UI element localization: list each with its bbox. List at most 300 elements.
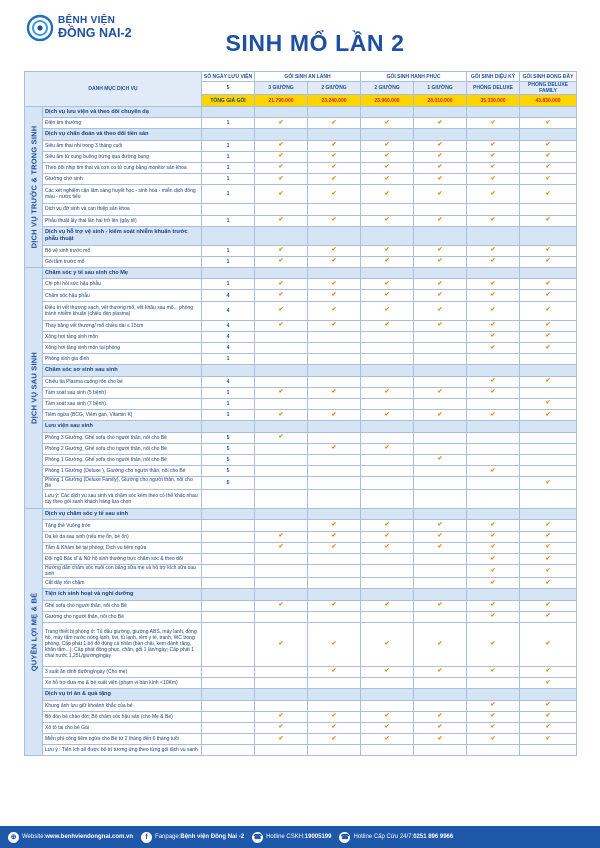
check-icon: ✔ — [437, 668, 443, 675]
service-label: Điện tim thường — [43, 118, 202, 129]
check-icon: ✔ — [545, 533, 551, 540]
package-cell — [467, 666, 520, 677]
quantity-cell: 5 — [202, 477, 255, 490]
check-icon: ✔ — [331, 119, 337, 126]
check-icon: ✔ — [278, 434, 284, 440]
package-cell — [361, 466, 414, 477]
check-icon: ✔ — [545, 400, 551, 407]
package-price: 28.010.000 — [414, 95, 467, 107]
service-label: Phòng 1 Giường (Deluxe Family), Giường cho người thân, nôi cho Bé — [43, 477, 202, 490]
package-cell — [308, 432, 361, 443]
section-header-row — [25, 107, 577, 118]
package-cell — [255, 689, 308, 700]
package-cell — [467, 268, 520, 279]
service-row — [25, 700, 577, 711]
package-cell — [467, 600, 520, 611]
quantity-cell: 1 — [202, 354, 255, 365]
package-cell — [255, 320, 308, 331]
package-cell — [308, 215, 361, 226]
package-cell — [255, 542, 308, 553]
check-icon: ✔ — [278, 175, 284, 182]
check-icon: ✔ — [490, 307, 496, 314]
service-row — [25, 531, 577, 542]
service-row — [25, 151, 577, 162]
bed-header: 2 GIƯỜNG — [361, 82, 414, 95]
package-cell — [467, 565, 520, 578]
package-cell — [308, 622, 361, 666]
footer-website-value: www.benhviendongnai.com.vn — [45, 834, 134, 840]
service-label: Theo dõi nhịp tim thai và cơn co tử cung bằng monitor sản khoa — [43, 162, 202, 173]
package-cell — [361, 678, 414, 689]
category-label: QUYỀN LỢI MẸ & BÉ — [29, 593, 38, 672]
package-cell — [414, 689, 467, 700]
package-cell — [520, 542, 577, 553]
service-row — [25, 722, 577, 733]
package-cell — [520, 107, 577, 118]
package-cell — [414, 678, 467, 689]
check-icon: ✔ — [490, 333, 496, 340]
section-title: Lưu viện sau sinh — [43, 421, 202, 432]
footer-bar — [0, 826, 600, 848]
package-cell — [361, 509, 414, 520]
package-cell — [255, 365, 308, 376]
package-cell — [414, 185, 467, 204]
check-icon: ✔ — [331, 164, 337, 171]
service-label: Xông hơi tầng sinh môn tại phòng — [43, 343, 202, 354]
service-label: Miễn phí công tiêm ngừa cho Bé từ 2 tháng đến 6 tháng tuổi — [43, 734, 202, 745]
package-cell — [361, 722, 414, 733]
service-label: Thay băng vết thương/ mổ chiều dài ≤ 15cm — [43, 320, 202, 331]
check-icon: ✔ — [490, 555, 496, 562]
check-icon: ✔ — [331, 190, 337, 197]
service-row — [25, 542, 577, 553]
service-table — [24, 71, 577, 756]
package-cell — [520, 589, 577, 600]
facebook-icon: f — [141, 832, 152, 843]
check-icon: ✔ — [545, 521, 551, 528]
check-icon: ✔ — [278, 247, 284, 254]
bed-header: PHÒNG DELUXE — [467, 82, 520, 95]
package-cell — [255, 600, 308, 611]
check-icon: ✔ — [278, 533, 284, 540]
footer-fanpage-label: Fanpage: — [155, 834, 181, 840]
package-cell — [361, 443, 414, 454]
check-icon: ✔ — [384, 533, 390, 540]
package-cell — [361, 542, 414, 553]
package-cell — [361, 622, 414, 666]
quantity-cell — [202, 589, 255, 600]
check-icon: ✔ — [490, 164, 496, 171]
quantity-cell — [202, 509, 255, 520]
package-cell — [361, 700, 414, 711]
check-icon: ✔ — [331, 668, 337, 675]
quantity-cell: 5 — [202, 432, 255, 443]
package-cell — [520, 410, 577, 421]
package-cell — [414, 509, 467, 520]
check-icon: ✔ — [545, 153, 551, 160]
service-label: Phòng 2 Giường, Ghế sofa cho người thân, nôi cho Bé — [43, 443, 202, 454]
check-icon: ✔ — [545, 555, 551, 562]
check-icon: ✔ — [331, 291, 337, 298]
section-header-row — [25, 589, 577, 600]
service-label: Bộ đón bé chào đời; Bộ chăm sóc hậu sản (cho Mẹ & Bé) — [43, 711, 202, 722]
package-cell — [255, 204, 308, 215]
package-cell — [255, 151, 308, 162]
quantity-cell: 1 — [202, 118, 255, 129]
package-cell — [414, 490, 467, 509]
bed-header: 2 GIƯỜNG — [308, 82, 361, 95]
package-cell — [414, 611, 467, 622]
package-cell — [308, 454, 361, 465]
service-row — [25, 554, 577, 565]
package-cell — [308, 565, 361, 578]
package-cell — [414, 301, 467, 320]
package-cell — [361, 204, 414, 215]
package-cell — [255, 666, 308, 677]
service-row — [25, 622, 577, 666]
section-header-row — [25, 226, 577, 245]
check-icon: ✔ — [490, 389, 496, 396]
package-cell — [361, 118, 414, 129]
check-icon: ✔ — [545, 613, 551, 620]
quantity-cell: 4 — [202, 343, 255, 354]
service-row — [25, 711, 577, 722]
footer-fanpage[interactable] — [141, 832, 244, 843]
total-price-label: TỔNG GIÁ GÓI — [202, 95, 255, 107]
check-icon: ✔ — [384, 258, 390, 265]
package-cell — [361, 421, 414, 432]
package-cell — [308, 578, 361, 589]
package-cell — [255, 443, 308, 454]
package-cell — [308, 245, 361, 256]
check-icon: ✔ — [437, 602, 443, 609]
section-header-row — [25, 365, 577, 376]
package-cell — [361, 578, 414, 589]
package-cell — [467, 466, 520, 477]
package-cell — [361, 279, 414, 290]
check-icon: ✔ — [331, 142, 337, 149]
package-cell — [520, 490, 577, 509]
service-label: Phòng sinh gia đình — [43, 354, 202, 365]
package-cell — [520, 622, 577, 666]
package-cell — [467, 354, 520, 365]
package-cell — [467, 443, 520, 454]
service-row — [25, 578, 577, 589]
check-icon: ✔ — [331, 445, 337, 452]
package-cell — [308, 700, 361, 711]
service-label: Các xét nghiệm cận lâm sàng huyết học - sinh hóa - miễn dịch đông máu - nước tiểu — [43, 185, 202, 204]
check-icon: ✔ — [490, 153, 496, 160]
package-cell — [255, 520, 308, 531]
package-cell — [467, 162, 520, 173]
package-cell — [414, 245, 467, 256]
package-cell — [255, 421, 308, 432]
package-price: 23.240.000 — [308, 95, 361, 107]
check-icon: ✔ — [331, 640, 337, 647]
hospital-logo-icon — [26, 14, 54, 42]
check-icon: ✔ — [437, 533, 443, 540]
package-cell — [414, 722, 467, 733]
service-label: Xông hơi tầng sinh môn — [43, 331, 202, 342]
package-cell — [467, 531, 520, 542]
package-cell — [308, 589, 361, 600]
package-cell — [255, 531, 308, 542]
package-cell — [361, 245, 414, 256]
check-icon: ✔ — [490, 533, 496, 540]
package-cell — [361, 185, 414, 204]
quantity-cell: 5 — [202, 443, 255, 454]
package-cell — [467, 509, 520, 520]
check-icon: ✔ — [437, 142, 443, 149]
check-icon: ✔ — [545, 544, 551, 551]
quantity-cell: 1 — [202, 279, 255, 290]
service-label: Giường chờ sinh — [43, 174, 202, 185]
footer-hotline[interactable] — [252, 832, 331, 843]
service-row — [25, 410, 577, 421]
check-icon: ✔ — [384, 190, 390, 197]
service-label: Tiêm ngừa (BCG, Viêm gan, Vitamin K) — [43, 410, 202, 421]
package-cell — [361, 490, 414, 509]
package-cell — [520, 443, 577, 454]
package-cell — [520, 256, 577, 267]
package-cell — [308, 204, 361, 215]
package-cell — [308, 140, 361, 151]
package-cell — [308, 600, 361, 611]
check-icon: ✔ — [490, 175, 496, 182]
package-cell — [255, 140, 308, 151]
package-cell — [520, 477, 577, 490]
package-cell — [361, 331, 414, 342]
package-cell — [467, 432, 520, 443]
check-icon: ✔ — [490, 724, 496, 731]
logo-line-1: BỆNH VIỆN — [58, 15, 116, 27]
package-cell — [308, 722, 361, 733]
check-icon: ✔ — [437, 291, 443, 298]
package-cell — [308, 554, 361, 565]
package-cell — [414, 331, 467, 342]
quantity-cell — [202, 226, 255, 245]
section-header-row — [25, 421, 577, 432]
footer-fanpage-value: Bệnh viện Đồng Nai -2 — [180, 834, 245, 840]
package-cell — [361, 565, 414, 578]
category-cell — [25, 107, 43, 268]
package-cell — [414, 410, 467, 421]
package-cell — [414, 666, 467, 677]
package-cell — [467, 678, 520, 689]
quantity-cell: 1 — [202, 215, 255, 226]
footer-website-label: Website: — [22, 834, 46, 840]
package-cell — [308, 365, 361, 376]
package-cell — [255, 129, 308, 140]
package-cell — [467, 215, 520, 226]
quantity-cell — [202, 678, 255, 689]
package-cell — [467, 722, 520, 733]
package-cell — [414, 542, 467, 553]
package-cell — [414, 734, 467, 745]
package-cell — [467, 554, 520, 565]
days-header: SỐ NGÀY LƯU VIỆN — [202, 72, 255, 82]
package-cell — [255, 622, 308, 666]
package-cell — [467, 245, 520, 256]
check-icon: ✔ — [331, 307, 337, 314]
package-cell — [308, 711, 361, 722]
check-icon: ✔ — [384, 291, 390, 298]
check-icon: ✔ — [545, 217, 551, 223]
check-icon: ✔ — [545, 679, 551, 686]
category-cell — [25, 268, 43, 509]
check-icon: ✔ — [545, 479, 551, 486]
service-label: Trang thiết bị phòng ở: Tủ đầu giường, giường ABS, máy lạnh, đồng hồ, máy tắm nước nóng lạnh, tivi, tủ lạnh, rèm y tế, tranh, WC trong phòng, Cấp phát 1 bộ đồ dùng cá nhân (bàn chải, kem đánh răng, khăn tắm...); Cấp phát đồng phục, chăn, gối 1 lần/ngày; Cấp phát 1 chai nước 1,25L/giường/ngày — [43, 622, 202, 666]
quantity-cell: 4 — [202, 331, 255, 342]
package-cell — [467, 689, 520, 700]
check-icon: ✔ — [545, 175, 551, 182]
footer-emergency-value: 0251 896 9966 — [413, 834, 454, 840]
check-icon: ✔ — [437, 411, 443, 418]
package-cell — [520, 245, 577, 256]
quantity-cell — [202, 268, 255, 279]
service-row — [25, 565, 577, 578]
package-cell — [361, 554, 414, 565]
quantity-cell — [202, 622, 255, 666]
check-icon: ✔ — [384, 175, 390, 182]
check-icon: ✔ — [437, 247, 443, 254]
check-icon: ✔ — [331, 247, 337, 254]
service-row — [25, 185, 577, 204]
package-cell — [520, 387, 577, 398]
service-label: Hướng dẫn chăm sóc nuôi con bằng sữa mẹ và hỗ trợ kích sữa sau sinh — [43, 565, 202, 578]
service-row — [25, 734, 577, 745]
package-cell — [255, 376, 308, 387]
package-cell — [361, 226, 414, 245]
package-cell — [520, 432, 577, 443]
package-cell — [520, 734, 577, 745]
check-icon: ✔ — [490, 344, 496, 351]
package-cell — [520, 531, 577, 542]
package-cell — [308, 387, 361, 398]
service-label: Phòng 1 Giường, Ghế sofa cho người thân, nôi cho Bé — [43, 454, 202, 465]
package-cell — [520, 140, 577, 151]
package-cell — [255, 611, 308, 622]
package-cell — [308, 509, 361, 520]
package-cell — [520, 520, 577, 531]
hospital-logo — [26, 14, 132, 42]
package-cell — [414, 387, 467, 398]
service-row — [25, 490, 577, 509]
footer-website[interactable] — [8, 832, 133, 843]
service-row — [25, 301, 577, 320]
package-cell — [520, 226, 577, 245]
package-cell — [467, 410, 520, 421]
section-header-row — [25, 129, 577, 140]
service-row — [25, 745, 577, 756]
package-cell — [467, 542, 520, 553]
package-cell — [414, 343, 467, 354]
package-cell — [255, 734, 308, 745]
package-cell — [361, 174, 414, 185]
check-icon: ✔ — [545, 378, 551, 385]
quantity-cell — [202, 365, 255, 376]
package-cell — [361, 454, 414, 465]
quantity-cell — [202, 520, 255, 531]
check-icon: ✔ — [278, 544, 284, 551]
check-icon: ✔ — [384, 640, 390, 647]
package-cell — [467, 151, 520, 162]
check-icon: ✔ — [490, 280, 496, 287]
check-icon: ✔ — [545, 142, 551, 149]
package-cell — [467, 140, 520, 151]
page-title: SINH MỔ LẦN 2 — [225, 30, 405, 56]
quantity-cell: 5 — [202, 454, 255, 465]
check-icon: ✔ — [490, 247, 496, 254]
section-title: Dịch vụ hỗ trợ vệ sinh - kiểm soát nhiễm khuẩn trước phẫu thuật — [43, 226, 202, 245]
footer-emergency[interactable] — [339, 832, 453, 843]
check-icon: ✔ — [545, 344, 551, 351]
package-cell — [361, 365, 414, 376]
check-icon: ✔ — [490, 613, 496, 620]
package-cell — [308, 520, 361, 531]
check-icon: ✔ — [331, 533, 337, 540]
check-icon: ✔ — [278, 217, 284, 223]
check-icon: ✔ — [490, 544, 496, 551]
service-label: Khung ảnh lưu giữ khoảnh khắc của bé — [43, 700, 202, 711]
footer-emergency-label: Hotline Cấp Cứu 24/7: — [353, 834, 414, 840]
check-icon: ✔ — [278, 119, 284, 126]
check-icon: ✔ — [331, 544, 337, 551]
check-icon: ✔ — [490, 411, 496, 418]
package-cell — [361, 215, 414, 226]
package-cell — [361, 600, 414, 611]
package-cell — [414, 454, 467, 465]
package-cell — [467, 421, 520, 432]
package-cell — [308, 611, 361, 622]
quantity-cell — [202, 722, 255, 733]
check-icon: ✔ — [437, 153, 443, 160]
package-cell — [520, 376, 577, 387]
check-icon: ✔ — [384, 724, 390, 731]
package-price: 21.790.000 — [255, 95, 308, 107]
package-cell — [467, 578, 520, 589]
package-cell — [255, 354, 308, 365]
package-cell — [255, 118, 308, 129]
check-icon: ✔ — [545, 602, 551, 609]
package-price: 43.830.000 — [520, 95, 577, 107]
package-cell — [414, 432, 467, 443]
package-cell — [520, 118, 577, 129]
check-icon: ✔ — [331, 411, 337, 418]
package-cell — [361, 320, 414, 331]
check-icon: ✔ — [545, 640, 551, 647]
bed-header: 1 GIƯỜNG — [414, 82, 467, 95]
page-header — [0, 0, 600, 72]
package-cell — [414, 477, 467, 490]
section-title: Dịch vụ tri ân & quà tặng — [43, 689, 202, 700]
quantity-cell — [202, 542, 255, 553]
package-group-header: GÓI SINH HẠNH PHÚC — [361, 72, 467, 82]
package-cell — [255, 466, 308, 477]
quantity-cell — [202, 490, 255, 509]
footer-hotline-value: 19005199 — [304, 834, 332, 840]
package-cell — [467, 290, 520, 301]
package-cell — [520, 578, 577, 589]
package-cell — [520, 600, 577, 611]
package-cell — [414, 745, 467, 756]
package-cell — [308, 531, 361, 542]
service-row — [25, 204, 577, 215]
check-icon: ✔ — [490, 521, 496, 528]
service-row — [25, 387, 577, 398]
quantity-cell — [202, 531, 255, 542]
package-cell — [520, 320, 577, 331]
